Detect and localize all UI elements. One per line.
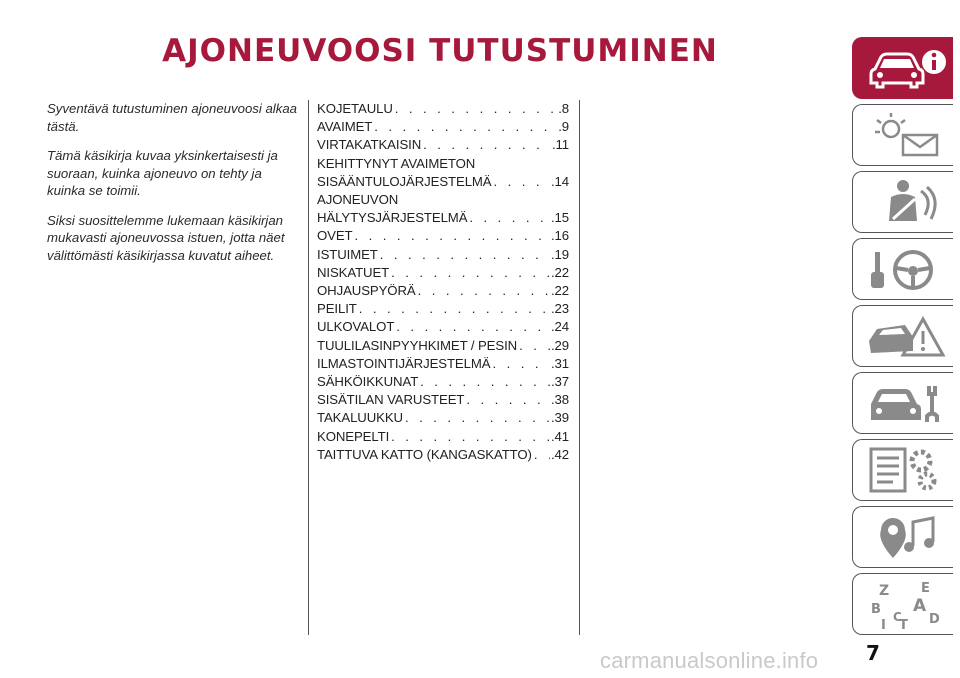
chapter-tab-vehicle-info[interactable] xyxy=(852,37,953,99)
toc-leader-dots xyxy=(389,264,550,282)
toc-leader-dots xyxy=(464,391,550,409)
toc-item[interactable] xyxy=(317,191,569,227)
toc-item-label: SISÄTILAN VARUSTEET xyxy=(317,392,465,408)
index-letter: A xyxy=(913,596,927,616)
toc-leader-dots xyxy=(403,409,550,427)
navigation-music-icon xyxy=(863,512,947,562)
table-of-contents xyxy=(317,100,569,464)
column-divider xyxy=(579,100,580,635)
toc-leader-dots xyxy=(393,100,557,118)
toc-item[interactable] xyxy=(317,446,569,464)
toc-item-page: .16 xyxy=(550,228,569,244)
toc-item[interactable] xyxy=(317,100,569,118)
intro-paragraph: Siksi suosittelemme lukemaan käsikirjan mukavasti ajoneuvossa istuen, jotta näet välittömästi käsikirjassa kuvatut aiheet. xyxy=(47,212,285,263)
car-wrench-icon xyxy=(863,378,947,428)
toc-item-label: ISTUIMET xyxy=(317,246,378,262)
intro-text xyxy=(47,100,297,276)
toc-item[interactable] xyxy=(317,409,569,427)
toc-item-page: .31 xyxy=(550,355,569,371)
toc-item-page: .11 xyxy=(551,137,569,153)
toc-item-page: .37 xyxy=(550,374,569,390)
toc-leader-dots xyxy=(378,246,550,264)
car-info-icon xyxy=(863,43,947,93)
toc-item-label: AVAIMET xyxy=(317,119,373,135)
toc-leader-dots xyxy=(467,209,550,227)
toc-item-label: KONEPELTI xyxy=(317,428,390,444)
toc-leader-dots xyxy=(357,300,550,318)
toc-item-label: PEILIT xyxy=(317,301,357,317)
toc-leader-dots xyxy=(418,373,550,391)
toc-item[interactable] xyxy=(317,118,569,136)
watermark-text: carmanualsonline.info xyxy=(600,648,819,673)
intro-paragraph: Tämä käsikirja kuvaa yksinkertaisesti ja suoraan, kuinka ajoneuvo on tehty ja kuinka se toimii. xyxy=(47,148,278,198)
toc-leader-dots xyxy=(416,282,550,300)
toc-item-page: .23 xyxy=(550,301,569,317)
car-crash-warning-icon xyxy=(863,311,947,361)
toc-leader-dots xyxy=(372,118,557,136)
index-letter: C xyxy=(893,610,902,624)
toc-item-page: .19 xyxy=(550,246,569,262)
toc-item[interactable] xyxy=(317,391,569,409)
checklist-gears-icon xyxy=(863,445,947,495)
toc-item-label: SÄHKÖIKKUNAT xyxy=(317,374,419,390)
toc-leader-dots xyxy=(532,446,550,464)
toc-item-page: .22 xyxy=(550,264,569,280)
index-letter: B xyxy=(871,602,881,617)
toc-leader-dots xyxy=(492,173,550,191)
toc-item-page: .22 xyxy=(550,283,569,299)
chapter-tab-multimedia[interactable] xyxy=(852,506,953,568)
chapter-tab-starting-driving[interactable] xyxy=(852,238,953,300)
chapter-tab-index[interactable] xyxy=(852,573,953,635)
toc-item[interactable] xyxy=(317,337,569,355)
toc-item-label: OHJAUSPYÖRÄ xyxy=(317,283,416,299)
toc-leader-dots xyxy=(394,318,550,336)
toc-item[interactable] xyxy=(317,318,569,336)
toc-item[interactable] xyxy=(317,227,569,245)
toc-item-page: .42 xyxy=(550,446,569,462)
chapter-tab-safety[interactable] xyxy=(852,171,953,233)
toc-leader-dots xyxy=(353,227,550,245)
toc-item[interactable] xyxy=(317,264,569,282)
toc-item[interactable] xyxy=(317,155,569,191)
toc-item-label: TAKALUUKKU xyxy=(317,410,403,426)
warning-lights-mail-icon xyxy=(863,110,947,160)
toc-item-label: OVET xyxy=(317,228,353,244)
toc-item-label: ILMASTOINTIJÄRJESTELMÄ xyxy=(317,355,491,371)
seatbelt-airbag-icon xyxy=(863,177,947,227)
toc-item[interactable] xyxy=(317,282,569,300)
toc-item[interactable] xyxy=(317,300,569,318)
chapter-tab-warning-lights[interactable] xyxy=(852,104,953,166)
chapter-tab-emergency[interactable] xyxy=(852,305,953,367)
index-letter: T xyxy=(899,618,908,629)
index-letter: D xyxy=(929,612,940,627)
toc-item-label: NISKATUET xyxy=(317,264,390,280)
toc-item[interactable] xyxy=(317,373,569,391)
toc-item[interactable] xyxy=(317,428,569,446)
toc-item-page: .15 xyxy=(550,210,569,226)
toc-item-label: VIRTAKATKAISIN xyxy=(317,137,422,153)
toc-leader-dots xyxy=(490,355,550,373)
toc-item[interactable] xyxy=(317,355,569,373)
toc-item-label: TUULILASINPYYHKIMET / PESIN xyxy=(317,337,518,353)
toc-item-label: KOJETAULU xyxy=(317,101,393,116)
toc-leader-dots xyxy=(389,428,550,446)
toc-item-page: .14 xyxy=(550,173,569,189)
index-letter: E xyxy=(921,581,930,596)
intro-paragraph: Syventävä tutustuminen ajoneuvoosi alkaa tästä. xyxy=(47,101,297,134)
toc-item-label: KEHITTYNYT AVAIMETON SISÄÄNTULOJÄRJESTELMÄ xyxy=(317,155,492,189)
index-letter: I xyxy=(881,618,886,629)
page-title: AJONEUVOOSI TUTUSTUMINEN xyxy=(162,33,718,69)
toc-item[interactable] xyxy=(317,246,569,264)
toc-item-page: .41 xyxy=(550,428,569,444)
toc-item-label: ULKOVALOT xyxy=(317,319,395,335)
page-number: 7 xyxy=(866,641,880,665)
toc-leader-dots xyxy=(517,337,550,355)
toc-item-page: .38 xyxy=(550,392,569,408)
toc-item-page: .39 xyxy=(550,410,569,426)
index-letter: Z xyxy=(879,583,890,599)
chapter-tab-technical-data[interactable] xyxy=(852,439,953,501)
toc-item-label: AJONEUVON HÄLYTYSJÄRJESTELMÄ xyxy=(317,192,468,226)
key-steering-wheel-icon xyxy=(863,244,947,294)
toc-item-page: .9 xyxy=(558,119,569,135)
toc-item[interactable] xyxy=(317,136,569,154)
toc-item-page: .8 xyxy=(558,101,569,116)
chapter-tab-maintenance[interactable] xyxy=(852,372,953,434)
toc-item-label: TAITTUVA KATTO (KANGASKATTO) xyxy=(317,446,532,462)
toc-item-page: .29 xyxy=(550,337,569,353)
alphabet-index-icon xyxy=(863,579,947,629)
toc-item-page: .24 xyxy=(550,319,569,335)
column-divider xyxy=(308,100,309,635)
toc-leader-dots xyxy=(421,136,551,154)
